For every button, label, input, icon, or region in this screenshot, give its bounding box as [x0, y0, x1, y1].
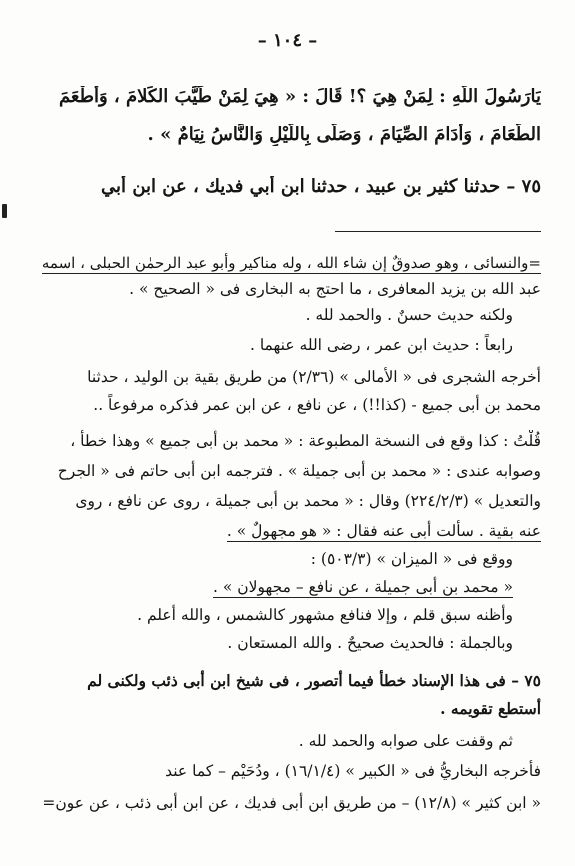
footnote-line-3: ولكنه حديث حسنٌ . والحمد لله .: [305, 306, 513, 324]
footnote-line-8: وصوابه عندى : « محمد بن أبى جميلة » . فترجمه ابن أبى حاتم فى « الجرح: [57, 462, 541, 480]
footnote-line-13: وأظنه سبق قلم ، وإلا فنافع مشهور كالشمس ، والله أعلم .: [137, 606, 513, 624]
hadith-75-line: ٧٥ – حدثنا كثير بن عبيد ، حدثنا ابن أبي فديك ، عن ابن أبي: [101, 176, 541, 197]
footnote-line-4: رابعاً : حديث ابن عمر ، رضى الله عنهما .: [249, 336, 513, 354]
footnote-line-10: عنه بقية . سألت أبى عنه فقال : « هو مجهولٌ » .: [226, 522, 541, 540]
footnote-line-6: محمد بن أبى جميع - (كذا!!) ، عن نافع ، عن ابن عمر فذكره مرفوعاً ..: [93, 396, 541, 414]
footnote-line-12: « محمد بن أبى جميلة ، عن نافع – مجهولان » .: [213, 578, 513, 596]
footnote-separator: [335, 231, 541, 232]
footnote-line-14: وبالجملة : فالحديث صحيحٌ . والله المستعان .: [227, 634, 513, 652]
footnote-line-15: ٧٥ – فى هذا الإسناد خطأٌ فيما أتصور ، فى شيخ ابن أبى ذئب ولكنى لم: [87, 671, 541, 690]
footnote-line-17: ثم وقفت على صوابه والحمد لله .: [298, 732, 513, 750]
footnote-line-2: عبد الله بن يزيد المعافرى ، ما احتج به البخارى فى « الصحيح » .: [129, 280, 541, 298]
footnote-line-19: « ابن كثير » (١٢/٨) – من طريق ابن أبى فديك ، عن ابن أبى ذئب ، عن عون=: [42, 794, 541, 812]
main-text-line-1: يَارَسُولَ اللَّهِ : لِمَنْ هِيَ ؟! قَالَ : « هِيَ لِمَنْ طَيَّبَ الكَلامَ ، وَأَطْعَمَ: [58, 86, 541, 107]
footnote-line-9: والتعديل » (٢٢٤/٢/٣) وقال : « محمد بن أبى جميلة ، روى عن نافع ، روى: [75, 492, 541, 510]
scan-margin-mark: [2, 204, 7, 218]
footnote-line-5: أخرجه الشجرى فى « الأمالى » (٢/٣٦) من طريق بقية بن الوليد ، حدثنا: [87, 368, 541, 386]
footnote-line-7: قُلْتُ : كذا وقع فى النسخة المطبوعة : « محمد بن أبى جميع » وهذا خطأ ،: [70, 432, 541, 450]
footnote-line-16: أستطع تقويمه .: [440, 699, 541, 718]
page-number: – ١٠٤ –: [257, 30, 318, 51]
footnote-line-18: فأخرجه البخاريُّ فى « الكبير » (١٦/١/٤) ، ودُحَيْم – كما عند: [165, 762, 541, 780]
footnote-line-1: =والنسائى ، وهو صدوقٌ إن شاء الله ، وله مناكير وأبو عبد الرحمٰن الحبلى ، اسمه: [41, 254, 541, 272]
main-text-line-2: الطَّعَامَ ، وَأَدَامَ الصِّيَامَ ، وَصَلَّى بِاللَّيْلِ وَالنَّاسُ نِيَامٌ » .: [147, 124, 541, 145]
footnote-line-11: ووقع فى « الميزان » (٥٠٣/٣) :: [310, 550, 513, 568]
